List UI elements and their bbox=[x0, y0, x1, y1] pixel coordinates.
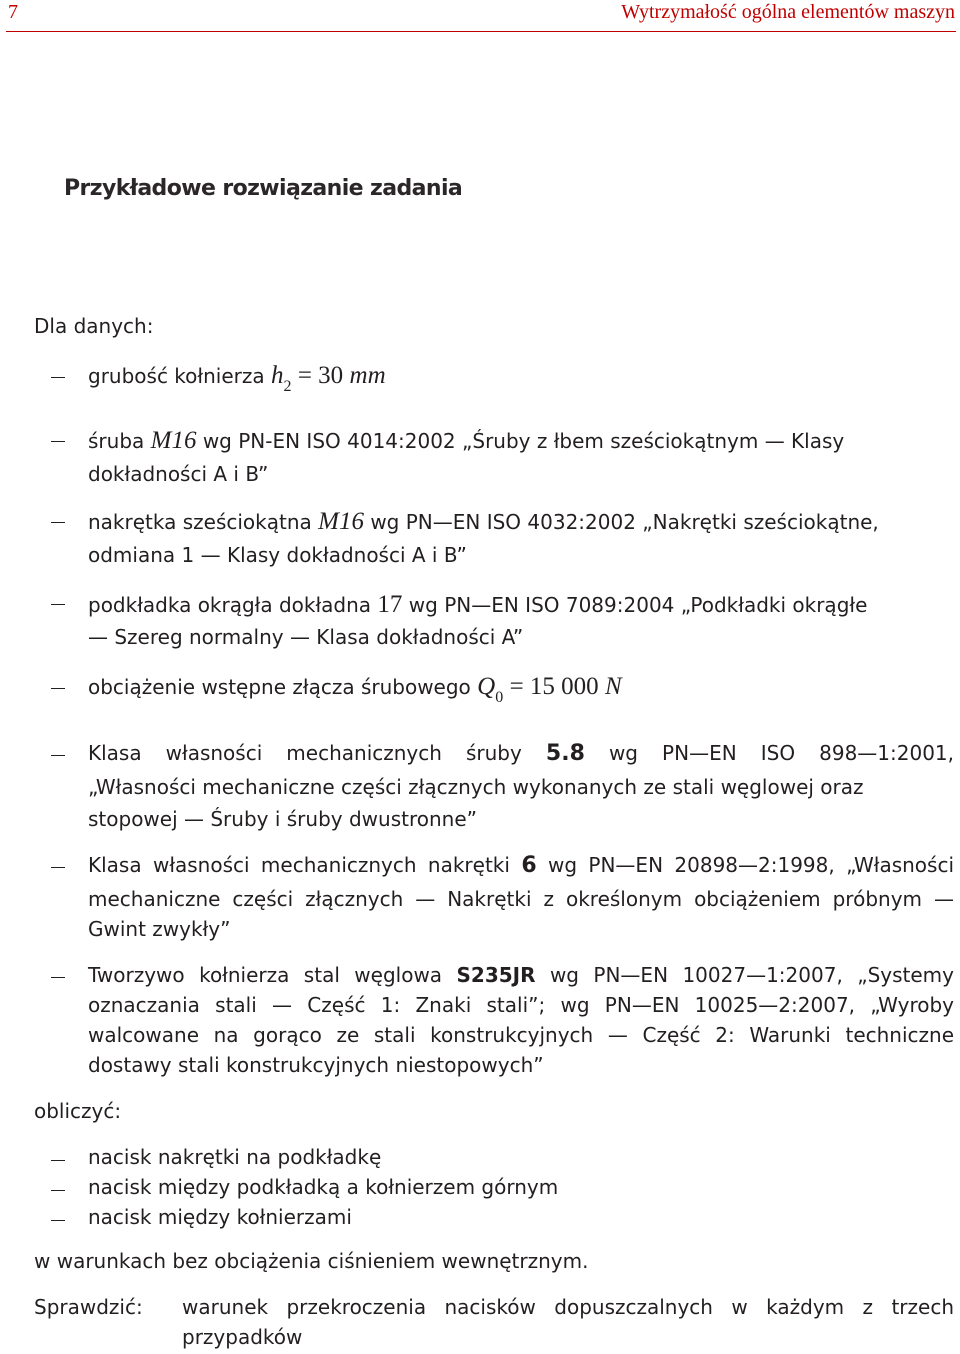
list-item-flange-material bbox=[88, 963, 954, 987]
nut-grade: 6 bbox=[521, 853, 537, 878]
item-label: Klasa własności mechanicznych nakrętki bbox=[88, 853, 510, 877]
list-item-flange-material-cont: walcowane na gorąco ze stali konstrukcyjnych — Część 2: Warunki techniczne bbox=[88, 1023, 954, 1047]
compute-intro: obliczyć: bbox=[34, 1099, 122, 1123]
item-text: wg PN—EN ISO 7089:2004 „Podkładki okrągłe bbox=[408, 593, 868, 617]
list-bullet-dash bbox=[51, 1190, 65, 1191]
check-text-cont: przypadków bbox=[182, 1325, 303, 1349]
list-bullet-dash bbox=[51, 604, 65, 605]
list-item-bolt-class-cont: „Własności mechaniczne części złącznych wykonanych ze stali węglowej oraz bbox=[88, 775, 864, 799]
nut-designation: M16 bbox=[318, 508, 364, 535]
list-item-nut-class bbox=[88, 853, 954, 878]
list-bullet-dash bbox=[51, 522, 65, 523]
page-number: 7 bbox=[8, 1, 18, 23]
section-title: Przykładowe rozwiązanie zadania bbox=[64, 176, 463, 201]
list-item-flange-material-cont: dostawy stali konstrukcyjnych niestopowych” bbox=[88, 1053, 544, 1077]
item-text: wg PN-EN ISO 4014:2002 „Śruby z łbem sześciokątnym — Klasy bbox=[202, 429, 845, 453]
running-header-title: Wytrzymałość ogólna elementów maszyn bbox=[621, 1, 955, 23]
list-bullet-dash bbox=[51, 977, 65, 978]
list-bullet-dash bbox=[51, 688, 65, 689]
item-text: wg PN—EN ISO 898—1:2001, bbox=[608, 741, 955, 765]
math-subscript: 2 bbox=[283, 378, 292, 395]
math-value: = 15 000 bbox=[509, 673, 599, 700]
list-bullet-dash bbox=[51, 867, 65, 868]
math-symbol: Q bbox=[477, 673, 496, 700]
list-bullet-dash bbox=[51, 1160, 65, 1161]
list-item-bolt bbox=[88, 427, 844, 455]
math-unit: mm bbox=[349, 362, 386, 389]
check-text: warunek przekroczenia nacisków dopuszczalnych w każdym z trzech bbox=[182, 1295, 954, 1319]
list-bullet-dash bbox=[51, 377, 65, 378]
list-item-washer bbox=[88, 591, 867, 619]
item-label: podkładka okrągła dokładna bbox=[88, 593, 372, 617]
item-text: wg PN—EN ISO 4032:2002 „Nakrętki sześciokątne, bbox=[370, 510, 879, 534]
list-item-bolt-class-cont: stopowej — Śruby i śruby dwustronne” bbox=[88, 807, 477, 831]
math-symbol: h bbox=[270, 362, 284, 389]
item-text: wg PN—EN 10027—1:2007, „Systemy bbox=[549, 963, 954, 987]
list-bullet-dash bbox=[51, 441, 65, 442]
item-text: wg PN—EN 20898—2:1998, „Własności bbox=[548, 853, 955, 877]
washer-designation: 17 bbox=[377, 591, 403, 618]
list-item-flange-thickness bbox=[88, 362, 386, 395]
list-item-nut-class-cont: Gwint zwykły” bbox=[88, 917, 231, 941]
list-item-nut-cont: odmiana 1 — Klasy dokładności A i B” bbox=[88, 543, 467, 567]
item-label: śruba bbox=[88, 429, 145, 453]
math-value: = 30 bbox=[297, 362, 344, 389]
check-label: Sprawdzić: bbox=[34, 1295, 143, 1319]
header-divider bbox=[6, 31, 956, 32]
list-item-bolt-class bbox=[88, 741, 954, 766]
list-item-nut-class-cont: mechaniczne części złącznych — Nakrętki z określonym obciążeniem próbnym — bbox=[88, 887, 954, 911]
item-label: Klasa własności mechanicznych śruby bbox=[88, 741, 522, 765]
list-item-preload bbox=[88, 673, 622, 706]
item-label: grubość kołnierza bbox=[88, 364, 265, 388]
list-item-washer-cont: — Szereg normalny — Klasa dokładności A” bbox=[88, 625, 524, 649]
item-label: Tworzywo kołnierza stal węglowa bbox=[88, 963, 443, 987]
compute-item: nacisk nakrętki na podkładkę bbox=[88, 1145, 382, 1169]
bolt-designation: M16 bbox=[150, 427, 197, 454]
math-unit: N bbox=[605, 673, 622, 700]
list-bullet-dash bbox=[51, 755, 65, 756]
math-subscript: 0 bbox=[495, 689, 504, 706]
list-item-bolt-cont: dokładności A i B” bbox=[88, 462, 269, 486]
steel-grade: S235JR bbox=[456, 963, 536, 987]
list-bullet-dash bbox=[51, 1220, 65, 1221]
compute-item: nacisk między podkładką a kołnierzem górnym bbox=[88, 1175, 559, 1199]
given-intro: Dla danych: bbox=[34, 314, 154, 338]
list-item-nut bbox=[88, 508, 879, 536]
condition-text: w warunkach bez obciążenia ciśnieniem wewnętrznym. bbox=[34, 1249, 589, 1273]
compute-item: nacisk między kołnierzami bbox=[88, 1205, 352, 1229]
item-label: obciążenie wstępne złącza śrubowego bbox=[88, 675, 471, 699]
item-label: nakrętka sześciokątna bbox=[88, 510, 312, 534]
bolt-grade: 5.8 bbox=[545, 741, 585, 766]
list-item-flange-material-cont: oznaczania stali — Część 1: Znaki stali”; wg PN—EN 10025—2:2007, „Wyroby bbox=[88, 993, 954, 1017]
